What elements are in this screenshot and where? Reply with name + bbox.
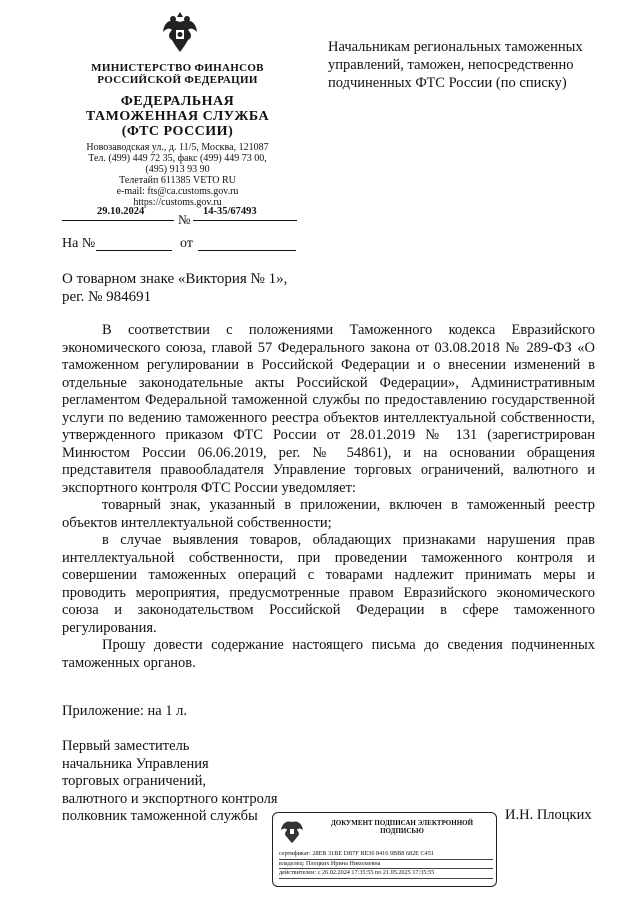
signatory-line: Первый заместитель	[62, 738, 190, 754]
agency-line: ТАМОЖЕННАЯ СЛУЖБА	[85, 109, 270, 124]
subject-line: рег. № 984691	[62, 289, 152, 305]
signatory-line: торговых ограничений,	[62, 773, 206, 789]
agency-line: (ФТС РОССИИ)	[121, 124, 234, 139]
reference-number-line	[96, 250, 172, 251]
letter-body	[62, 322, 595, 672]
phones: Тел. (499) 449 72 35, факс (499) 449 73 00,	[88, 153, 267, 164]
website: https://customs.gov.ru	[133, 197, 222, 208]
reference-na: На №	[62, 236, 96, 251]
body-paragraph: товарный знак, указанный в приложении, включен в таможенный реестр объектов интеллектуальной собственности;	[62, 497, 595, 531]
date-underline	[62, 220, 174, 221]
letter-number: 14-35/67493	[203, 206, 257, 217]
stamp-owner: владелец: Плоцких Ирина Николаевна	[279, 860, 493, 870]
email: e-mail: fts@ca.customs.gov.ru	[116, 186, 239, 197]
stamp-title: ДОКУМЕНТ ПОДПИСАН ЭЛЕКТРОННОЙ ПОДПИСЬЮ	[330, 819, 474, 835]
signatory-name: И.Н. Плоцких	[505, 807, 592, 823]
agency-contacts	[60, 142, 295, 208]
agency-name	[60, 94, 295, 139]
stamp-certificate: сертификат: 28EB 31BE DB7F BE36 8416 9BB8 682E C451	[279, 850, 493, 860]
ministry-line: МИНИСТЕРСТВО ФИНАНСОВ	[91, 62, 264, 74]
stamp-emblem-icon	[279, 819, 305, 845]
subject-line: О товарном знаке «Виктория № 1»,	[62, 271, 288, 287]
attachment-note: Приложение: на 1 л.	[62, 703, 188, 719]
body-paragraph: Прошу довести содержание настоящего письма до сведения подчиненных таможенных органов.	[62, 637, 595, 671]
electronic-signature-stamp	[272, 812, 497, 887]
letter-date: 29.10.2024	[97, 206, 145, 217]
reference-ot: от	[180, 236, 193, 251]
subject	[62, 270, 332, 306]
address: Новозаводская ул., д. 11/5, Москва, 121087	[86, 142, 269, 153]
body-paragraph: в случае выявления товаров, обладающих признаками нарушения прав интеллектуальной собственности, при проведении таможенного контроля и совершении таможенных операций с товарами надлежит принимать меры и проводить мероприятия, предусмотренные правом Евразийского экономического союза и законодательством Российской Федерации в сфере таможенного регулирования.	[62, 532, 595, 636]
stamp-details	[279, 850, 493, 879]
number-label: №	[178, 212, 191, 227]
signatory-title	[62, 738, 278, 826]
reference-date-line	[198, 250, 296, 251]
agency-line: ФЕДЕРАЛЬНАЯ	[120, 94, 235, 109]
number-underline	[193, 220, 297, 221]
phones-extra: (495) 913 93 90	[145, 164, 210, 175]
teletype: Телетайп 611385 VETO RU	[119, 175, 236, 186]
signatory-line: полковник таможенной службы	[62, 808, 258, 824]
state-emblem-icon	[160, 8, 200, 56]
signatory-line: начальника Управления	[62, 755, 209, 772]
signatory-line: валютного и экспортного контроля	[62, 790, 278, 807]
stamp-validity: действителен: с 26.02.2024 17:35:55 по 21.05.2025 17:35:55	[279, 869, 493, 879]
ministry-name	[60, 62, 295, 86]
recipient: Начальникам региональных таможенных управлений, таможен, непосредственно подчиненных ФТС России (по списку)	[328, 39, 583, 91]
body-paragraph: В соответствии с положениями Таможенного кодекса Евразийского экономического союза, главой 57 Федерального закона от 03.08.2018 № 289-ФЗ «О таможенном регулировании в Российской Федерации и о внесении изменений в отдельные законодательные акты Российской Федерации», Административным регламентом Федеральной таможенной службы по предоставлению государственной услуги по ведению таможенного реестра объектов интеллектуальной собственности, утвержденного приказом ФТС России от 28.01.2019 № 131 (зарегистрирован Минюстом России 06.06.2019, рег. № 54861), и на основании обращения представителя правообладателя Управление торговых ограничений, валютного и экспортного контроля ФТС России уведомляет:	[62, 322, 595, 496]
ministry-line: РОССИЙСКОЙ ФЕДЕРАЦИИ	[97, 74, 258, 86]
